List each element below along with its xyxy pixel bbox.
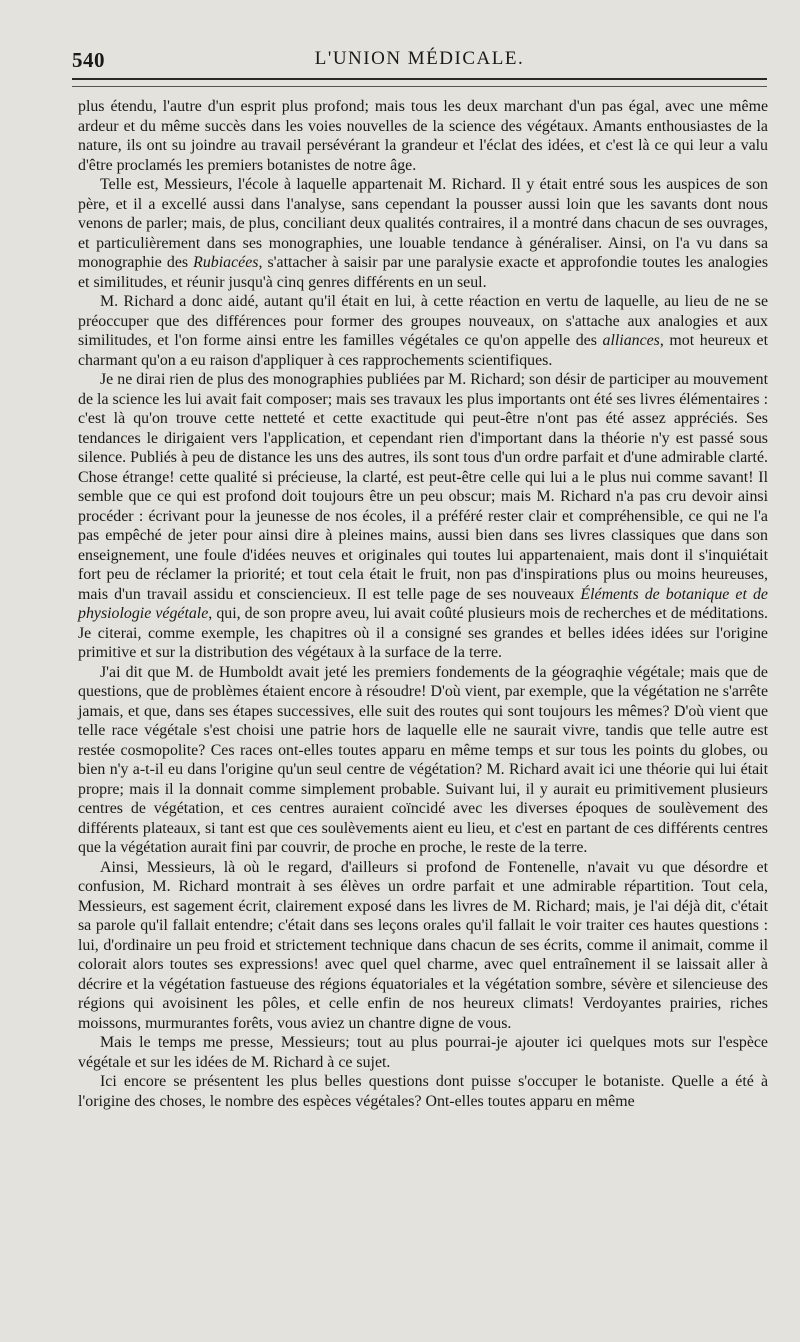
paragraph-text: J'ai dit que M. de Humboldt avait jeté les premiers fondements de la géograqhie végétale; mais que de questions, que de problèmes étaient encore à résoudre! D'où vient, par exemple, que la végétation ne s'arrête jamais, et que, dans ses étapes successives, elle suit des routes qui sont toujours les mêmes? D'où vient que telle race végétale s'est choisi une patrie hors de laquelle elle ne saurait vivre, tandis que telle autre est restée cosmopolite? Ces races ont-elles toutes apparu en même temps et sur tous les points du globes, ou bien n'y a-t-il eu dans l'origine qu'un seul centre de végétation? M. Richard avait ici une théorie qui lui était propre; mais il la donnait comme simplement probable. Suivant lui, il y aurait eu primitivement plusieurs centres de végétation, et ces centres auraient coïncidé avec les diverses époques de soulèvement des différents plateaux, si tant est que ces soulèvements aient eu lieu, et c'est en partant de ces différents centres que la végétation aurait fini par couvrir, de proche en proche, le reste de la terre. — [78, 663, 768, 856]
paragraph-text: , s'attacher à saisir par une paralysie exacte et approfondie toutes les analogies et similitudes, et réunir jusqu'à cinq genres différents en un seul. — [78, 254, 769, 291]
paragraph-3 — [78, 292, 768, 370]
paragraph-text: , qui, de son propre aveu, lui avait coûté plusieurs mois de recherches et de méditations. Je citerai, comme exemple, les chapitres où il a consigné ses grandes et belles idées idées sur l'origine primitive et sur la distribution des végétaux à la surface de la terre. — [78, 605, 769, 661]
paragraph-text: plus étendu, l'autre d'un esprit plus profond; mais tous les deux marchant d'un pas égal, avec une même ardeur et du même succès dans les voies nouvelles de la science des végétaux. Amants enthousiastes de la nature, ils ont su joindre au travail persévérant la grandeur et l'éclat des idées, et c'est là ce qui leur a valu d'être proclamés les premiers botanistes de notre âge. — [78, 98, 768, 174]
body-text — [78, 97, 768, 1111]
paragraph-8 — [78, 1072, 768, 1111]
paragraph-5 — [78, 663, 768, 858]
header-rule-thin — [72, 86, 767, 87]
paragraph-6 — [78, 858, 768, 1034]
paragraph-text: M. Richard a donc aidé, autant qu'il était en lui, à cette réaction en vertu de laquelle, au lieu de ne se préoccuper que des différences pour former des groupes nouveaux, on s'attache aux analogies et aux similitudes, et l'on forme ainsi entre les familles végétales ce qu'on appelle des — [78, 293, 768, 349]
italic-term: alliances — [602, 332, 660, 349]
paragraph-text: Mais le temps me presse, Messieurs; tout au plus pourrai-je ajouter ici quelques mots sur l'espèce végétale et sur les idées de M. Richard à ce sujet. — [78, 1034, 768, 1071]
paragraph-7 — [78, 1033, 768, 1072]
italic-term: Rubiacées — [193, 254, 259, 271]
paragraph-1 — [78, 97, 768, 175]
page-number: 540 — [72, 48, 105, 72]
paragraph-text: Je ne dirai rien de plus des monographies publiées par M. Richard; son désir de participer au mouvement de la science les lui avait fait composer; mais ses travaux les plus importants ont été ses livres élémentaires : c'est là qu'on trouve cette netteté et cette exactitude qui peut-être n'ont pas été assez appréciés. Ses tendances le dirigaient vers l'application, et cependant rien d'important dans la théorie n'y est passé sous silence. Publiés à peu de distance les uns des autres, ils sont tous d'un ordre parfait et d'une admirable clarté. Chose étrange! cette qualité si précieuse, la clarté, est peut-être celle qui lui a le plus nui comme savant! Il semble que ce qui est profond doit toujours être un peu obscur; mais M. Richard n'a pas cru devoir ainsi procéder : écrivant pour la jeunesse de nos écoles, il a préféré rester clair et compréhensible, ce qui ne l'a pas empêché de jeter pour ainsi dire à pleines mains, aussi bien dans ses livres classiques que dans son enseignement, une foule d'idées neuves et originales qui toutes lui appartenaient, mais dont il s'inquiétait fort peu de réclamer la priorité; et tout cela était le fruit, non pas d'inspirations plus ou moins heureuses, mais d'un travail assidu et consciencieux. Il est telle page de ses nouveaux — [78, 371, 768, 603]
italic-title: Éléments de botanique et de physiologie végétale — [78, 585, 768, 622]
header-rule — [72, 78, 767, 80]
paragraph-text: , mot heureux et charmant qu'on a eu raison d'appliquer à ces rapprochements scientifiques. — [78, 332, 768, 369]
paragraph-text: Ainsi, Messieurs, là où le regard, d'ailleurs si profond de Fontenelle, n'avait vu que désordre et confusion, M. Richard montrait à ses élèves un ordre parfait et une admirable répartition. Tout cela, Messieurs, est sagement écrit, clairement exposé dans les livres de M. Richard; mais, je l'ai déjà dit, c'était sa parole qu'il fallait entendre; c'était dans ses leçons orales qu'il fallait le voir traiter ces hautes questions : lui, d'ordinaire un peu froid et strictement technique dans chacun de ses écrits, comme il animait, comme il colorait alors toutes ses expressions! avec quel quel charme, avec quel entraînement il se laissait aller à décrire et la végétation fastueuse des régions équatoriales et la végétation sombre, sévère et silencieuse des régions qui avoisinent les pôles, et celle enfin de nos heureux climats! Verdoyantes prairies, riches moissons, murmurantes forêts, vous aviez un chantre digne de vous. — [78, 858, 768, 1032]
paragraph-text: Telle est, Messieurs, l'école à laquelle appartenait M. Richard. Il y était entré sous les auspices de son père, et il a excellé aussi dans l'analyse, sans cependant la pousser aussi loin que les savants dont nous venons de parler; mais, de plus, conciliant deux qualités contraires, il a montré dans chacun de ses ouvrages, et particulièrement dans ses monographies, une louable tendance à généraliser. Ainsi, on l'a vu dans sa monographie des — [78, 176, 768, 271]
paragraph-4 — [78, 370, 768, 663]
running-title: L'UNION MÉDICALE. — [314, 48, 525, 69]
paragraph-text: Ici encore se présentent les plus belles questions dont puisse s'occuper le botaniste. Quelle a été à l'origine des choses, le nombre des espèces végétales? Ont-elles toutes apparu en même — [78, 1073, 768, 1110]
paragraph-2 — [78, 175, 768, 292]
page-header — [72, 48, 767, 74]
